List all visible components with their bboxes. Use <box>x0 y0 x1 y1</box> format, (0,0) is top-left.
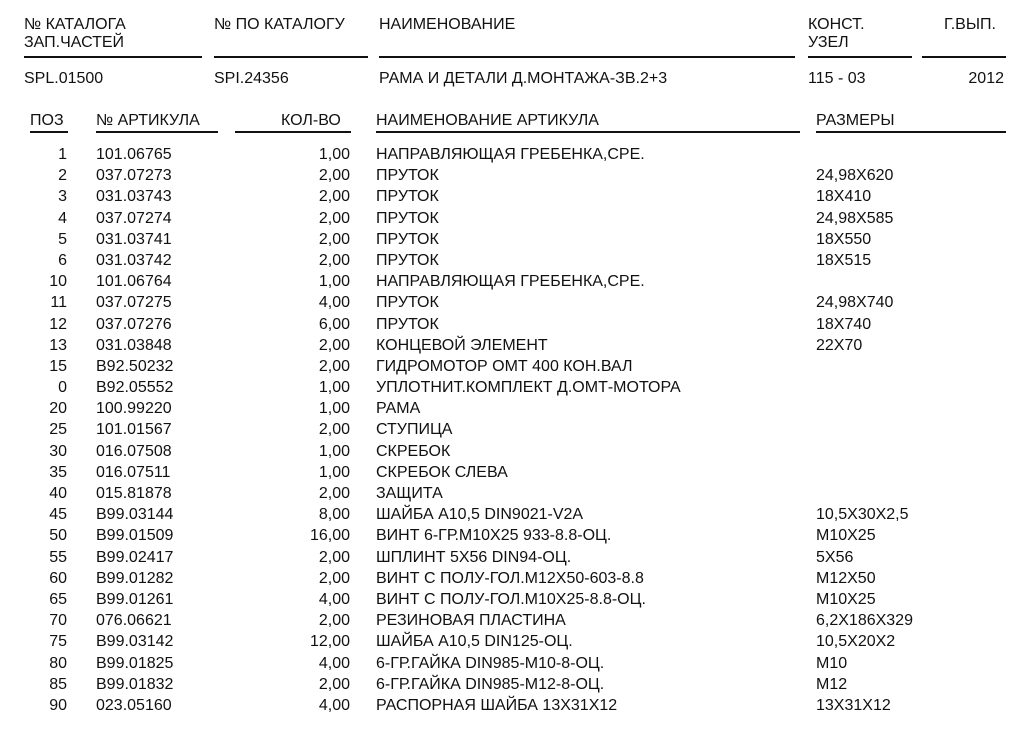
divider <box>235 131 351 133</box>
table-row <box>0 612 1024 633</box>
cell-article-name: ПРУТОК <box>376 188 439 206</box>
cell-article: 037.07276 <box>96 315 172 333</box>
cell-qty: 4,00 <box>318 294 350 312</box>
cell-article: B99.01282 <box>96 569 174 587</box>
cell-qty: 1,00 <box>318 379 350 397</box>
cell-article: 101.06765 <box>96 146 172 163</box>
cell-article: B99.02417 <box>96 548 174 566</box>
cell-article-name: КОНЦЕВОЙ ЭЛЕМЕНТ <box>376 336 548 354</box>
cell-size: M10 <box>816 654 848 672</box>
cell-article-name: НАПРАВЛЯЮЩАЯ ГРЕБЕНКА,СРЕ. <box>376 146 645 163</box>
cell-size: 18X515 <box>816 251 872 269</box>
cell-pos: 85 <box>49 675 67 693</box>
table-row <box>0 697 1024 718</box>
table-row <box>0 316 1024 337</box>
table-row <box>0 464 1024 485</box>
year-label: Г.ВЫП. <box>944 16 996 33</box>
cell-size: 6,2X186X329 <box>816 612 913 630</box>
table-row <box>0 231 1024 252</box>
table-row <box>0 485 1024 506</box>
cell-qty: 1,00 <box>318 273 350 291</box>
cell-qty: 2,00 <box>318 548 350 566</box>
cell-article-name: ПРУТОК <box>376 315 439 333</box>
cell-article: 015.81878 <box>96 485 172 502</box>
cell-article: B99.03144 <box>96 506 174 524</box>
cell-article: B99.01832 <box>96 675 174 693</box>
table-row <box>0 358 1024 379</box>
cell-article-name: ПРУТОК <box>376 294 439 312</box>
cell-pos: 80 <box>49 654 67 672</box>
table-row <box>0 421 1024 442</box>
cell-qty: 1,00 <box>318 463 350 481</box>
table-row <box>0 294 1024 315</box>
cell-article-name: ВИНТ С ПОЛУ-ГОЛ.M10X25-8.8-ОЦ. <box>376 590 646 608</box>
cell-article-name: 6-ГР.ГАЙКА DIN985-M12-8-ОЦ. <box>376 675 605 693</box>
cell-qty: 4,00 <box>318 654 350 672</box>
cell-pos: 55 <box>49 548 67 566</box>
cell-qty: 2,00 <box>318 612 350 630</box>
col-header-article-name: НАИМЕНОВАНИЕ АРТИКУЛА <box>376 112 599 129</box>
cell-pos: 35 <box>49 463 67 481</box>
cell-article-name: ПРУТОК <box>376 209 439 227</box>
cell-size: 24,98X620 <box>816 167 894 185</box>
cell-article-name: УПЛОТНИТ.КОМПЛЕКТ Д.ОМТ-МОТОРА <box>376 379 681 397</box>
cell-article-name: СКРЕБОК СЛЕВА <box>376 463 508 481</box>
catalog-no-label-line2: ЗАП.ЧАСТЕЙ <box>24 34 125 51</box>
cell-article-name: РАСПОРНАЯ ШАЙБА 13X31X12 <box>376 696 618 714</box>
cell-article: B92.05552 <box>96 379 174 397</box>
cell-pos: 0 <box>58 379 67 397</box>
cell-qty: 6,00 <box>318 315 350 333</box>
cell-article: 031.03742 <box>96 251 172 269</box>
cell-article: 076.06621 <box>96 612 172 630</box>
cell-article: 023.05160 <box>96 696 172 714</box>
cell-pos: 65 <box>49 590 67 608</box>
cell-article: 016.07508 <box>96 442 172 460</box>
cell-qty: 2,00 <box>318 485 350 502</box>
table-row <box>0 633 1024 654</box>
cell-article-name: ЗАЩИТА <box>376 485 443 502</box>
cell-pos: 45 <box>49 506 67 524</box>
cell-pos: 20 <box>49 400 67 418</box>
col-header-sizes: РАЗМЕРЫ <box>816 112 895 129</box>
divider <box>922 56 1006 58</box>
divider <box>808 56 912 58</box>
cell-size: 10,5X20X2 <box>816 633 896 651</box>
cell-article-name: РАМА <box>376 400 421 418</box>
cell-size: M12 <box>816 675 848 693</box>
cell-pos: 6 <box>58 251 67 269</box>
cell-size: 24,98X585 <box>816 209 894 227</box>
divider <box>816 131 1006 133</box>
cell-size: 18X550 <box>816 230 872 248</box>
cell-article-name: 6-ГР.ГАЙКА DIN985-M10-8-ОЦ. <box>376 654 605 672</box>
table-row <box>0 146 1024 167</box>
cell-qty: 8,00 <box>318 506 350 524</box>
cell-pos: 70 <box>49 612 67 630</box>
cell-size: M10X25 <box>816 527 876 545</box>
cell-article-name: ВИНТ 6-ГР.M10X25 933-8.8-ОЦ. <box>376 527 612 545</box>
cell-qty: 2,00 <box>318 188 350 206</box>
cell-pos: 75 <box>49 633 67 651</box>
cell-size: 13X31X12 <box>816 696 891 714</box>
cell-pos: 40 <box>49 485 67 502</box>
cell-pos: 11 <box>50 294 67 312</box>
cell-article-name: РЕЗИНОВАЯ ПЛАСТИНА <box>376 612 566 630</box>
table-row <box>0 337 1024 358</box>
cell-article-name: СТУПИЦА <box>376 421 453 439</box>
parts-table <box>0 146 1024 718</box>
cell-qty: 1,00 <box>318 400 350 418</box>
cell-article: B99.01509 <box>96 527 174 545</box>
cell-size: 10,5X30X2,5 <box>816 506 909 524</box>
cell-size: M12X50 <box>816 569 876 587</box>
cell-article-name: ВИНТ С ПОЛУ-ГОЛ.M12X50-603-8.8 <box>376 569 644 587</box>
cell-pos: 50 <box>49 527 67 545</box>
cell-pos: 30 <box>49 442 67 460</box>
cell-pos: 60 <box>49 569 67 587</box>
assembly-label-line1: КОНСТ. <box>808 16 865 33</box>
table-row <box>0 252 1024 273</box>
cell-qty: 1,00 <box>318 442 350 460</box>
cell-article: B92.50232 <box>96 357 174 375</box>
cell-size: 24,98X740 <box>816 294 894 312</box>
catalog-no-value: SPL.01500 <box>24 70 104 87</box>
cell-article: 037.07275 <box>96 294 172 312</box>
table-row <box>0 443 1024 464</box>
cell-qty: 2,00 <box>318 675 350 693</box>
cell-qty: 12,00 <box>309 633 350 651</box>
name-value: РАМА И ДЕТАЛИ Д.МОНТАЖА-ЗВ.2+3 <box>379 70 668 87</box>
table-row <box>0 400 1024 421</box>
cell-pos: 2 <box>58 167 67 185</box>
cell-article: 101.06764 <box>96 273 172 291</box>
cell-qty: 4,00 <box>318 590 350 608</box>
cell-qty: 1,00 <box>318 146 350 163</box>
cell-pos: 15 <box>49 357 67 375</box>
cell-pos: 4 <box>58 209 67 227</box>
cell-article-name: ШПЛИНТ 5X56 DIN94-ОЦ. <box>376 548 572 566</box>
cell-qty: 2,00 <box>318 336 350 354</box>
cell-article: 016.07511 <box>96 463 171 481</box>
divider <box>96 131 218 133</box>
cell-article-name: НАПРАВЛЯЮЩАЯ ГРЕБЕНКА,СРЕ. <box>376 273 645 291</box>
cell-article: 037.07274 <box>96 209 172 227</box>
cell-article-name: ГИДРОМОТОР ОМТ 400 КОН.ВАЛ <box>376 357 633 375</box>
cell-qty: 2,00 <box>318 357 350 375</box>
cell-pos: 12 <box>49 315 67 333</box>
table-row <box>0 506 1024 527</box>
table-row <box>0 188 1024 209</box>
catalog-no-label <box>24 16 126 52</box>
cell-article: B99.03142 <box>96 633 174 651</box>
col-header-qty: КОЛ-ВО <box>281 112 341 129</box>
cell-article-name: ПРУТОК <box>376 167 439 185</box>
cell-qty: 2,00 <box>318 209 350 227</box>
cell-article-name: ПРУТОК <box>376 251 439 269</box>
cell-article: B99.01825 <box>96 654 174 672</box>
cell-article: 101.01567 <box>96 421 172 439</box>
by-catalog-label: № ПО КАТАЛОГУ <box>214 16 345 33</box>
assembly-label <box>808 16 865 52</box>
table-row <box>0 379 1024 400</box>
table-row <box>0 655 1024 676</box>
assembly-label-line2: УЗЕЛ <box>808 34 849 51</box>
cell-article: 031.03741 <box>96 230 172 248</box>
divider <box>379 56 795 58</box>
cell-qty: 2,00 <box>318 167 350 185</box>
by-catalog-value: SPI.24356 <box>214 70 289 87</box>
divider <box>30 131 68 133</box>
cell-pos: 1 <box>58 146 67 163</box>
year-value: 2012 <box>968 70 1004 87</box>
cell-qty: 2,00 <box>318 230 350 248</box>
cell-pos: 25 <box>49 421 67 439</box>
cell-article-name: ПРУТОК <box>376 230 439 248</box>
cell-pos: 3 <box>58 188 67 206</box>
table-row <box>0 549 1024 570</box>
cell-article: 100.99220 <box>96 400 172 418</box>
cell-size: 18X410 <box>816 188 872 206</box>
cell-article: B99.01261 <box>96 590 174 608</box>
cell-pos: 5 <box>58 230 67 248</box>
cell-article: 031.03848 <box>96 336 172 354</box>
name-label: НАИМЕНОВАНИЕ <box>379 16 516 33</box>
cell-article-name: СКРЕБОК <box>376 442 451 460</box>
cell-article-name: ШАЙБА А10,5 DIN125-ОЦ. <box>376 633 573 651</box>
cell-size: 22X70 <box>816 336 863 354</box>
table-row <box>0 527 1024 548</box>
table-row <box>0 591 1024 612</box>
cell-article-name: ШАЙБА А10,5 DIN9021-V2A <box>376 506 584 524</box>
col-header-pos: ПОЗ <box>30 112 64 129</box>
catalog-no-label-line1: № КАТАЛОГА <box>24 16 126 33</box>
divider <box>24 56 202 58</box>
assembly-value: 115 - 03 <box>808 70 866 87</box>
divider <box>376 131 800 133</box>
col-header-article: № АРТИКУЛА <box>96 112 200 129</box>
cell-qty: 2,00 <box>318 569 350 587</box>
cell-pos: 90 <box>49 696 67 714</box>
cell-article: 037.07273 <box>96 167 172 185</box>
cell-qty: 2,00 <box>318 421 350 439</box>
cell-qty: 16,00 <box>309 527 350 545</box>
cell-size: M10X25 <box>816 590 876 608</box>
table-row <box>0 676 1024 697</box>
cell-qty: 4,00 <box>318 696 350 714</box>
cell-pos: 10 <box>49 273 67 291</box>
table-row <box>0 210 1024 231</box>
table-row <box>0 570 1024 591</box>
divider <box>214 56 368 58</box>
cell-size: 18X740 <box>816 315 872 333</box>
cell-qty: 2,00 <box>318 251 350 269</box>
table-row <box>0 167 1024 188</box>
cell-pos: 13 <box>49 336 67 354</box>
cell-size: 5X56 <box>816 548 854 566</box>
table-row <box>0 273 1024 294</box>
cell-article: 031.03743 <box>96 188 172 206</box>
